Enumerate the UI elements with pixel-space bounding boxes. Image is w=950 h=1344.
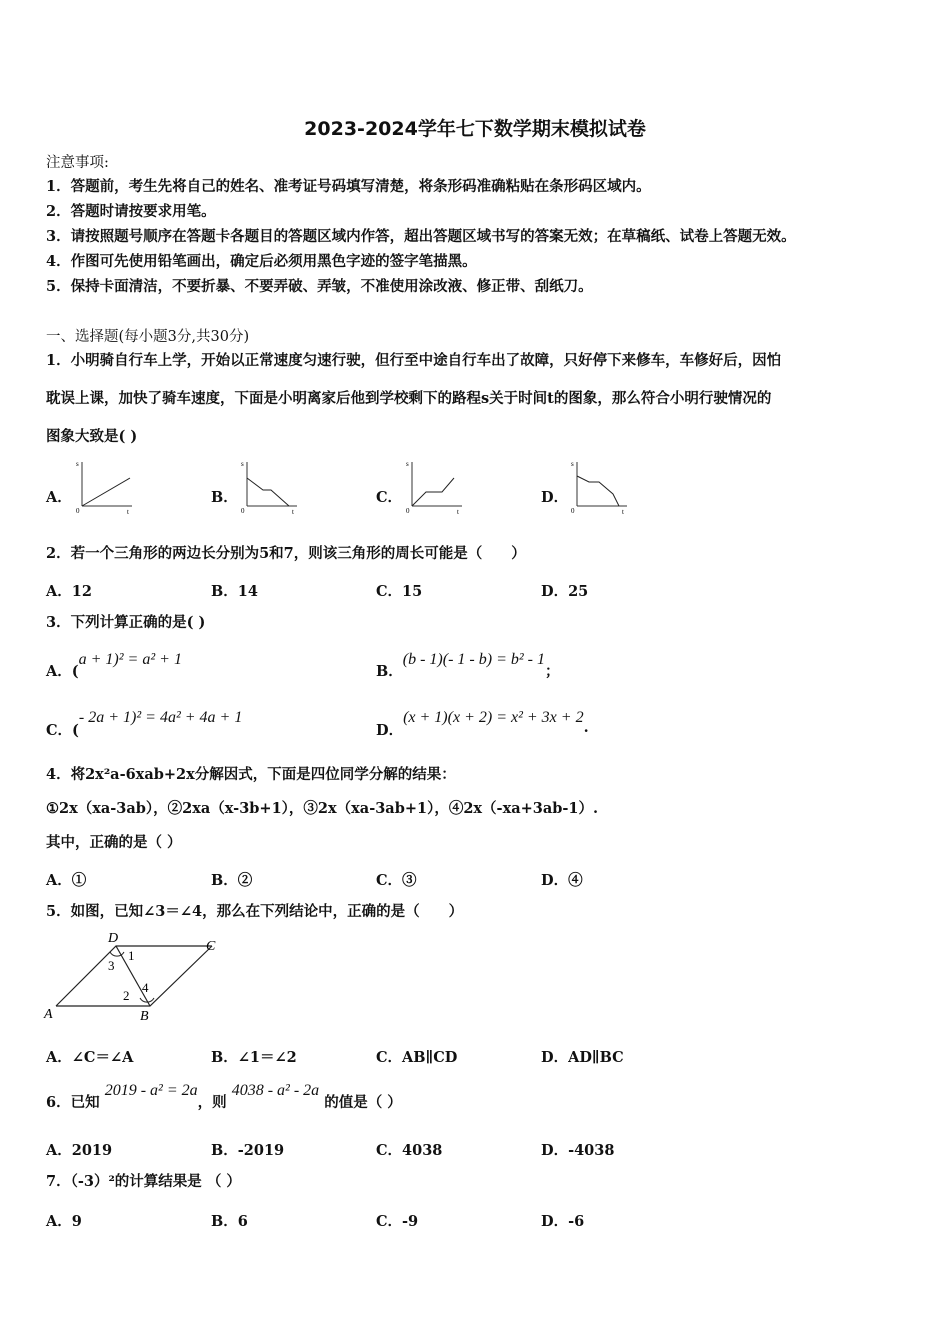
question-7-stem: 7．（-3）²的计算结果是 （ ） (46, 1173, 241, 1190)
q5-option-a[interactable]: A．∠C＝∠A (46, 1049, 134, 1066)
svg-text:0: 0 (76, 507, 80, 514)
svg-text:t: t (457, 508, 459, 514)
q1-graph-c (402, 458, 468, 514)
q5-option-c[interactable]: C．AB∥CD (376, 1049, 458, 1066)
svg-text:s: s (571, 460, 574, 468)
svg-text:0: 0 (571, 507, 575, 514)
question-4-which: 其中，正确的是（ ） (46, 834, 182, 851)
q3-option-b-tail: ； (544, 663, 560, 680)
svg-text:t: t (127, 508, 129, 514)
svg-text:s: s (406, 460, 409, 468)
svg-text:t: t (622, 508, 624, 514)
question-4-results: ①2x（xa-3ab），②2xa（x-3b+1），③2x（xa-3ab+1），④2x（-xa+3ab-1）. (46, 800, 599, 817)
q6-option-c[interactable]: C．4038 (376, 1142, 443, 1159)
label-4: 4 (142, 980, 149, 995)
notice-item: 4．作图可先使用铅笔画出，确定后必须用黑色字迹的签字笔描黑。 (46, 253, 477, 270)
notice-item: 5．保持卡面清洁，不要折暴、不要弄破、弄皱，不准使用涂改液、修正带、刮纸刀。 (46, 278, 593, 295)
question-4-stem: 4．将2x²a-6xab+2x分解因式，下面是四位同学分解的结果： (46, 766, 456, 783)
notice-heading: 注意事项: (46, 155, 109, 171)
label-b: B (140, 1009, 149, 1024)
q2-option-b[interactable]: B．14 (211, 583, 258, 600)
q5-option-d[interactable]: D．AD∥BC (541, 1049, 624, 1066)
q1-graph-a (72, 458, 138, 514)
q7-option-b[interactable]: B．6 (211, 1213, 248, 1230)
q3-option-d-label: D． (376, 722, 404, 739)
q3-option-b[interactable] (376, 648, 560, 680)
svg-text:s: s (76, 460, 79, 468)
q3-option-a[interactable] (46, 648, 182, 680)
svg-text:0: 0 (241, 507, 245, 514)
q3-option-c[interactable] (46, 706, 243, 739)
q6-expr2: 4038 - a² - 2a (231, 1082, 320, 1099)
section-heading: 一、选择题(每小题3分,共30分) (46, 329, 250, 345)
q2-option-a[interactable]: A．12 (46, 583, 92, 600)
q6-prefix: 6．已知 (46, 1094, 100, 1111)
q3-option-d[interactable] (376, 706, 589, 739)
q6-mid: ，则 (197, 1094, 227, 1111)
q3-option-c-label: C．( (46, 722, 79, 739)
question-2-stem: 2．若一个三角形的两边长分别为5和7，则该三角形的周长可能是（ ） (46, 545, 526, 562)
q3-option-b-expr: (b - 1)(- 1 - b) = b² - 1 (402, 651, 545, 668)
q1-graph-d (567, 458, 633, 514)
q4-option-a[interactable]: A．① (46, 872, 87, 889)
q6-option-b[interactable]: B．-2019 (211, 1142, 285, 1159)
notice-item: 2．答题时请按要求用笔。 (46, 203, 216, 220)
label-d: D (108, 931, 119, 946)
q2-option-c[interactable]: C．15 (376, 583, 423, 600)
q5-option-b[interactable]: B．∠1＝∠2 (211, 1049, 297, 1066)
q3-option-d-tail: . (583, 719, 589, 736)
q6-expr1: 2019 - a² = 2a (104, 1082, 198, 1099)
q6-option-d[interactable]: D．-4038 (541, 1142, 615, 1159)
q1-option-a[interactable]: A． (46, 489, 72, 506)
q7-option-d[interactable]: D．-6 (541, 1213, 585, 1230)
question-1-line: 耽误上课，加快了骑车速度，下面是小明离家后他到学校剩下的路程s关于时间t的图象，那么符合小明行驶情况的 (46, 390, 772, 407)
q3-option-a-expr: a + 1)² = a² + 1 (78, 651, 182, 668)
svg-text:s: s (241, 460, 244, 468)
label-2: 2 (123, 988, 130, 1003)
label-a: A (44, 1007, 53, 1022)
notice-item: 3．请按照题号顺序在答题卡各题目的答题区域内作答，超出答题区域书写的答案无效；在草稿纸、试卷上答题无效。 (46, 228, 796, 245)
q1-option-d[interactable]: D． (541, 489, 569, 506)
question-1-line: 1．小明骑自行车上学，开始以正常速度匀速行驶，但行至中途自行车出了故障，只好停下来修车，车修好后，因怕 (46, 352, 782, 369)
q3-option-c-expr: - 2a + 1)² = 4a² + 4a + 1 (78, 709, 243, 726)
q7-option-a[interactable]: A．9 (46, 1213, 82, 1230)
svg-text:t: t (292, 508, 294, 514)
question-1-line: 图象大致是( ) (46, 428, 138, 445)
label-c: C (206, 939, 216, 954)
q4-option-d[interactable]: D．④ (541, 872, 583, 889)
q4-option-c[interactable]: C．③ (376, 872, 417, 889)
q3-option-d-expr: (x + 1)(x + 2) = x² + 3x + 2 (403, 709, 584, 726)
q6-option-a[interactable]: A．2019 (46, 1142, 113, 1159)
label-1: 1 (128, 948, 135, 963)
question-6-stem (46, 1080, 402, 1111)
label-3: 3 (108, 958, 115, 973)
q2-option-d[interactable]: D．25 (541, 583, 589, 600)
svg-text:0: 0 (406, 507, 410, 514)
q1-option-c[interactable]: C． (376, 489, 403, 506)
q7-option-c[interactable]: C．-9 (376, 1213, 419, 1230)
page-title: 2023-2024学年七下数学期末模拟试卷 (304, 118, 646, 140)
q4-option-b[interactable]: B．② (211, 872, 253, 889)
q3-option-b-label: B． (376, 663, 403, 680)
q5-parallelogram-figure (40, 928, 230, 1026)
question-3-stem: 3．下列计算正确的是( ) (46, 614, 206, 631)
q3-option-a-label: A．( (46, 663, 79, 680)
notice-item: 1．答题前，考生先将自己的姓名、准考证号码填写清楚，将条形码准确粘贴在条形码区域内。 (46, 178, 651, 195)
q1-graph-b (237, 458, 303, 514)
q6-suffix: 的值是（ ） (324, 1094, 402, 1111)
question-5-stem: 5．如图，已知∠3＝∠4，那么在下列结论中，正确的是（ ） (46, 903, 464, 920)
q1-option-b[interactable]: B． (211, 489, 238, 506)
